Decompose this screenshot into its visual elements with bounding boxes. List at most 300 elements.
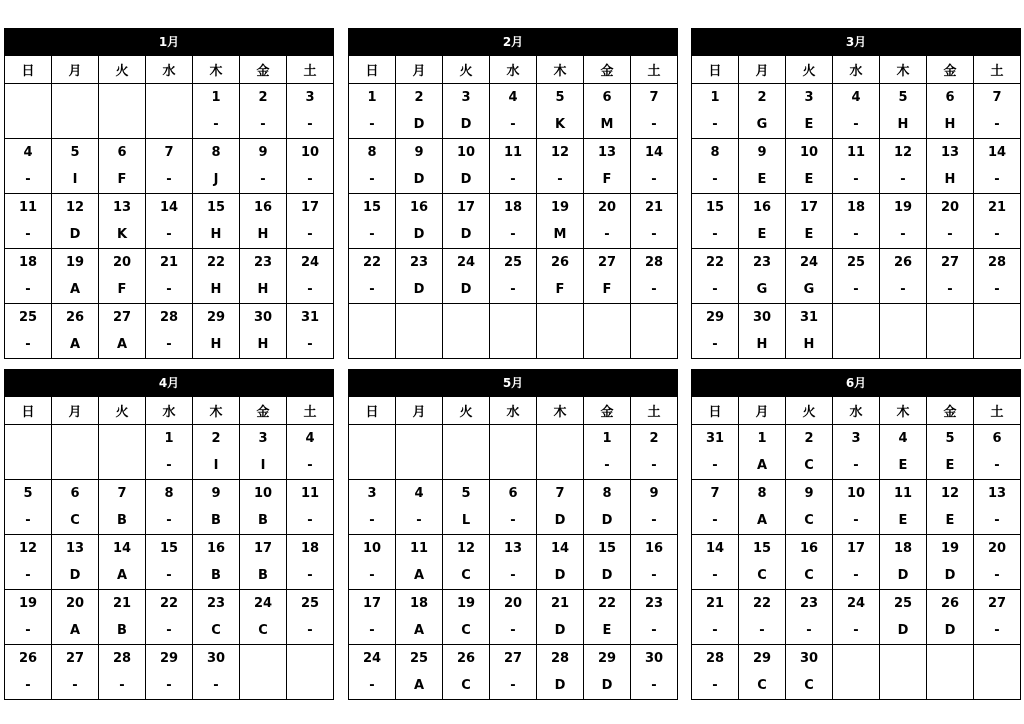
- day-number: 4: [880, 425, 927, 453]
- day-number: 3: [287, 84, 334, 112]
- weekday-header: 月: [739, 56, 786, 84]
- weekday-header: 月: [396, 397, 443, 425]
- day-code: E: [927, 452, 974, 480]
- week-code-row: [5, 562, 334, 590]
- day-code: [146, 111, 193, 139]
- day-number: 14: [692, 535, 739, 563]
- month-title: 4月: [4, 369, 334, 396]
- day-number: 9: [193, 480, 240, 508]
- weekday-header: 水: [833, 397, 880, 425]
- month-grid: [691, 396, 1021, 700]
- day-number: 8: [584, 480, 631, 508]
- day-number: 16: [786, 535, 833, 563]
- weekday-header: 木: [537, 56, 584, 84]
- weekday-header: 水: [146, 56, 193, 84]
- weekday-header: 水: [490, 56, 537, 84]
- day-code: -: [146, 562, 193, 590]
- day-number: 27: [52, 645, 99, 673]
- day-number: 25: [5, 304, 52, 332]
- day-code: E: [880, 452, 927, 480]
- day-code: D: [537, 507, 584, 535]
- day-number: 27: [927, 249, 974, 277]
- weekday-header: 日: [692, 56, 739, 84]
- weekday-header: 金: [927, 397, 974, 425]
- day-number: [631, 304, 678, 332]
- day-code: G: [739, 111, 786, 139]
- day-number: 3: [786, 84, 833, 112]
- week-code-row: [692, 111, 1021, 139]
- day-code: -: [349, 562, 396, 590]
- day-code: C: [193, 617, 240, 645]
- month-calendar: [4, 369, 334, 700]
- day-code: -: [631, 166, 678, 194]
- day-code: -: [287, 331, 334, 359]
- day-code: -: [490, 111, 537, 139]
- day-code: [927, 672, 974, 700]
- day-code: H: [927, 111, 974, 139]
- day-code: -: [5, 672, 52, 700]
- day-number: 30: [240, 304, 287, 332]
- week-code-row: [349, 452, 678, 480]
- day-code: -: [692, 276, 739, 304]
- day-code: D: [584, 507, 631, 535]
- day-number: 9: [396, 139, 443, 167]
- day-number: [146, 84, 193, 112]
- day-code: -: [349, 221, 396, 249]
- week-code-row: [349, 507, 678, 535]
- day-code: -: [349, 166, 396, 194]
- day-number: 11: [880, 480, 927, 508]
- day-number: 19: [443, 590, 490, 618]
- day-code: -: [631, 276, 678, 304]
- day-number: 15: [349, 194, 396, 222]
- day-code: -: [146, 617, 193, 645]
- week-day-row: [692, 139, 1021, 167]
- day-number: 8: [146, 480, 193, 508]
- day-code: -: [833, 452, 880, 480]
- day-number: [537, 304, 584, 332]
- week-day-row: [692, 249, 1021, 277]
- day-code: [99, 452, 146, 480]
- day-number: [927, 304, 974, 332]
- day-number: 31: [692, 425, 739, 453]
- day-code: F: [584, 166, 631, 194]
- week-day-row: [5, 425, 334, 453]
- day-code: A: [396, 617, 443, 645]
- weekday-header: 木: [537, 397, 584, 425]
- day-code: C: [443, 562, 490, 590]
- week-day-row: [349, 194, 678, 222]
- day-code: -: [146, 507, 193, 535]
- day-code: -: [692, 166, 739, 194]
- day-number: 18: [833, 194, 880, 222]
- week-code-row: [5, 276, 334, 304]
- day-number: 28: [692, 645, 739, 673]
- week-day-row: [692, 535, 1021, 563]
- day-number: 30: [739, 304, 786, 332]
- day-code: [240, 672, 287, 700]
- day-code: C: [786, 672, 833, 700]
- month-grid: [4, 55, 334, 359]
- day-number: 17: [287, 194, 334, 222]
- day-code: D: [927, 562, 974, 590]
- day-code: B: [99, 507, 146, 535]
- weekday-header-row: [5, 56, 334, 84]
- day-code: M: [537, 221, 584, 249]
- day-code: -: [5, 562, 52, 590]
- weekday-header: 木: [193, 56, 240, 84]
- day-code: C: [443, 617, 490, 645]
- day-number: 5: [927, 425, 974, 453]
- day-number: 17: [443, 194, 490, 222]
- weekday-header: 木: [880, 397, 927, 425]
- day-number: 13: [927, 139, 974, 167]
- day-number: 5: [880, 84, 927, 112]
- day-code: H: [193, 276, 240, 304]
- day-code: -: [974, 166, 1021, 194]
- day-code: -: [974, 111, 1021, 139]
- day-code: H: [193, 331, 240, 359]
- day-code: F: [99, 276, 146, 304]
- day-number: 13: [52, 535, 99, 563]
- day-code: D: [537, 672, 584, 700]
- week-code-row: [692, 166, 1021, 194]
- day-code: -: [974, 617, 1021, 645]
- day-number: 4: [833, 84, 880, 112]
- day-code: -: [692, 617, 739, 645]
- day-number: 14: [99, 535, 146, 563]
- day-code: -: [396, 507, 443, 535]
- day-number: 9: [631, 480, 678, 508]
- day-code: H: [927, 166, 974, 194]
- day-number: 27: [99, 304, 146, 332]
- day-code: -: [631, 221, 678, 249]
- day-code: B: [240, 507, 287, 535]
- week-day-row: [692, 645, 1021, 673]
- month-grid: [348, 55, 678, 359]
- day-number: 22: [146, 590, 193, 618]
- day-number: 1: [193, 84, 240, 112]
- day-code: A: [396, 562, 443, 590]
- weekday-header: 金: [927, 56, 974, 84]
- day-number: 1: [146, 425, 193, 453]
- day-number: 1: [584, 425, 631, 453]
- day-code: -: [5, 276, 52, 304]
- day-code: H: [786, 331, 833, 359]
- week-day-row: [5, 535, 334, 563]
- weekday-header-row: [349, 397, 678, 425]
- day-code: -: [146, 221, 193, 249]
- week-code-row: [692, 221, 1021, 249]
- week-day-row: [5, 194, 334, 222]
- day-code: C: [739, 672, 786, 700]
- day-number: 3: [443, 84, 490, 112]
- week-code-row: [349, 221, 678, 249]
- day-code: [537, 452, 584, 480]
- day-code: [833, 331, 880, 359]
- weekday-header: 月: [52, 56, 99, 84]
- day-code: -: [584, 221, 631, 249]
- week-day-row: [349, 249, 678, 277]
- day-code: K: [99, 221, 146, 249]
- day-number: 28: [974, 249, 1021, 277]
- day-number: 20: [974, 535, 1021, 563]
- weekday-header-row: [349, 56, 678, 84]
- day-number: 21: [974, 194, 1021, 222]
- day-number: [5, 425, 52, 453]
- weekday-header: 日: [349, 56, 396, 84]
- day-number: 26: [443, 645, 490, 673]
- day-number: 18: [5, 249, 52, 277]
- day-code: [631, 331, 678, 359]
- day-number: 20: [927, 194, 974, 222]
- day-code: -: [146, 166, 193, 194]
- day-number: 19: [5, 590, 52, 618]
- day-number: 19: [927, 535, 974, 563]
- week-code-row: [349, 562, 678, 590]
- day-number: 30: [193, 645, 240, 673]
- day-code: -: [193, 111, 240, 139]
- day-number: 19: [880, 194, 927, 222]
- day-code: -: [5, 331, 52, 359]
- day-code: -: [490, 221, 537, 249]
- day-code: -: [349, 276, 396, 304]
- day-number: 10: [786, 139, 833, 167]
- day-number: 8: [193, 139, 240, 167]
- day-number: [974, 304, 1021, 332]
- day-number: 2: [631, 425, 678, 453]
- day-code: E: [739, 221, 786, 249]
- day-number: 20: [99, 249, 146, 277]
- weekday-header: 土: [287, 397, 334, 425]
- day-number: 28: [537, 645, 584, 673]
- day-number: 3: [240, 425, 287, 453]
- day-code: D: [396, 166, 443, 194]
- month-title: 6月: [691, 369, 1021, 396]
- day-number: 5: [537, 84, 584, 112]
- day-code: -: [631, 562, 678, 590]
- week-code-row: [5, 452, 334, 480]
- week-day-row: [5, 84, 334, 112]
- day-code: -: [833, 166, 880, 194]
- day-number: 5: [5, 480, 52, 508]
- week-day-row: [5, 139, 334, 167]
- day-number: 11: [396, 535, 443, 563]
- day-code: E: [927, 507, 974, 535]
- day-code: -: [349, 507, 396, 535]
- day-number: 3: [349, 480, 396, 508]
- day-number: [396, 425, 443, 453]
- day-number: 26: [880, 249, 927, 277]
- day-number: 24: [833, 590, 880, 618]
- day-number: 31: [786, 304, 833, 332]
- day-code: -: [287, 617, 334, 645]
- day-code: C: [443, 672, 490, 700]
- day-number: [443, 425, 490, 453]
- day-number: 5: [443, 480, 490, 508]
- day-code: D: [927, 617, 974, 645]
- day-number: [537, 425, 584, 453]
- day-number: 16: [631, 535, 678, 563]
- day-number: 25: [287, 590, 334, 618]
- day-number: 29: [739, 645, 786, 673]
- day-number: 27: [974, 590, 1021, 618]
- week-code-row: [5, 617, 334, 645]
- day-number: 23: [786, 590, 833, 618]
- day-number: 13: [490, 535, 537, 563]
- day-number: 23: [193, 590, 240, 618]
- day-number: 15: [584, 535, 631, 563]
- day-code: -: [631, 111, 678, 139]
- day-number: 2: [786, 425, 833, 453]
- day-code: -: [490, 507, 537, 535]
- weekday-header: 土: [631, 56, 678, 84]
- day-code: -: [5, 507, 52, 535]
- week-code-row: [692, 452, 1021, 480]
- day-number: 7: [692, 480, 739, 508]
- day-code: -: [692, 562, 739, 590]
- day-code: D: [584, 672, 631, 700]
- day-code: [443, 452, 490, 480]
- day-number: [99, 425, 146, 453]
- weekday-header: 火: [443, 397, 490, 425]
- day-number: 28: [146, 304, 193, 332]
- day-code: -: [490, 617, 537, 645]
- weekday-header: 水: [146, 397, 193, 425]
- day-number: 22: [349, 249, 396, 277]
- day-number: 21: [692, 590, 739, 618]
- day-number: 18: [396, 590, 443, 618]
- day-number: 1: [692, 84, 739, 112]
- day-code: H: [240, 276, 287, 304]
- weekday-header: 火: [99, 397, 146, 425]
- day-number: 8: [692, 139, 739, 167]
- day-number: [52, 425, 99, 453]
- day-code: J: [193, 166, 240, 194]
- day-code: [584, 331, 631, 359]
- week-code-row: [692, 617, 1021, 645]
- day-code: [349, 331, 396, 359]
- day-code: -: [287, 507, 334, 535]
- day-code: B: [99, 617, 146, 645]
- day-number: [880, 645, 927, 673]
- day-code: H: [193, 221, 240, 249]
- day-number: 6: [490, 480, 537, 508]
- day-code: D: [584, 562, 631, 590]
- day-code: -: [349, 111, 396, 139]
- day-code: -: [99, 672, 146, 700]
- day-number: [880, 304, 927, 332]
- day-code: A: [99, 562, 146, 590]
- day-number: [974, 645, 1021, 673]
- month-grid: [691, 55, 1021, 359]
- day-code: -: [692, 111, 739, 139]
- day-code: L: [443, 507, 490, 535]
- day-code: D: [537, 617, 584, 645]
- day-number: 24: [349, 645, 396, 673]
- week-code-row: [349, 276, 678, 304]
- day-number: 23: [739, 249, 786, 277]
- day-number: 20: [52, 590, 99, 618]
- day-number: 19: [537, 194, 584, 222]
- day-number: 10: [349, 535, 396, 563]
- day-code: -: [287, 111, 334, 139]
- day-code: A: [52, 331, 99, 359]
- day-code: D: [396, 221, 443, 249]
- day-code: -: [52, 672, 99, 700]
- day-number: 5: [52, 139, 99, 167]
- day-number: 20: [490, 590, 537, 618]
- day-code: M: [584, 111, 631, 139]
- day-code: C: [786, 562, 833, 590]
- day-code: -: [833, 507, 880, 535]
- day-number: 21: [537, 590, 584, 618]
- day-code: E: [786, 166, 833, 194]
- day-number: 14: [631, 139, 678, 167]
- day-number: 13: [974, 480, 1021, 508]
- day-code: D: [443, 221, 490, 249]
- day-code: -: [490, 562, 537, 590]
- week-day-row: [349, 84, 678, 112]
- day-number: 12: [927, 480, 974, 508]
- day-number: 19: [52, 249, 99, 277]
- day-number: [240, 645, 287, 673]
- day-code: -: [146, 276, 193, 304]
- day-code: [99, 111, 146, 139]
- day-code: A: [52, 276, 99, 304]
- day-code: E: [786, 111, 833, 139]
- day-code: -: [974, 507, 1021, 535]
- day-code: A: [739, 452, 786, 480]
- day-number: 2: [240, 84, 287, 112]
- month-calendar: [691, 369, 1021, 700]
- week-code-row: [5, 672, 334, 700]
- day-number: 6: [974, 425, 1021, 453]
- day-number: 15: [739, 535, 786, 563]
- day-number: 18: [490, 194, 537, 222]
- week-code-row: [692, 507, 1021, 535]
- day-code: -: [490, 672, 537, 700]
- day-code: I: [52, 166, 99, 194]
- week-day-row: [692, 425, 1021, 453]
- day-code: -: [880, 221, 927, 249]
- week-day-row: [349, 590, 678, 618]
- day-code: -: [833, 221, 880, 249]
- day-code: -: [692, 331, 739, 359]
- week-day-row: [692, 590, 1021, 618]
- day-code: [974, 331, 1021, 359]
- day-code: -: [193, 672, 240, 700]
- day-code: D: [52, 562, 99, 590]
- day-number: 21: [146, 249, 193, 277]
- day-code: -: [692, 507, 739, 535]
- day-number: 22: [584, 590, 631, 618]
- day-number: 9: [739, 139, 786, 167]
- day-code: C: [786, 452, 833, 480]
- day-number: 6: [52, 480, 99, 508]
- day-number: 24: [240, 590, 287, 618]
- day-code: -: [974, 276, 1021, 304]
- day-code: -: [833, 111, 880, 139]
- day-number: 23: [396, 249, 443, 277]
- day-number: 22: [692, 249, 739, 277]
- day-number: 12: [537, 139, 584, 167]
- week-code-row: [5, 166, 334, 194]
- day-number: 24: [443, 249, 490, 277]
- day-code: D: [443, 111, 490, 139]
- day-number: [5, 84, 52, 112]
- week-code-row: [5, 221, 334, 249]
